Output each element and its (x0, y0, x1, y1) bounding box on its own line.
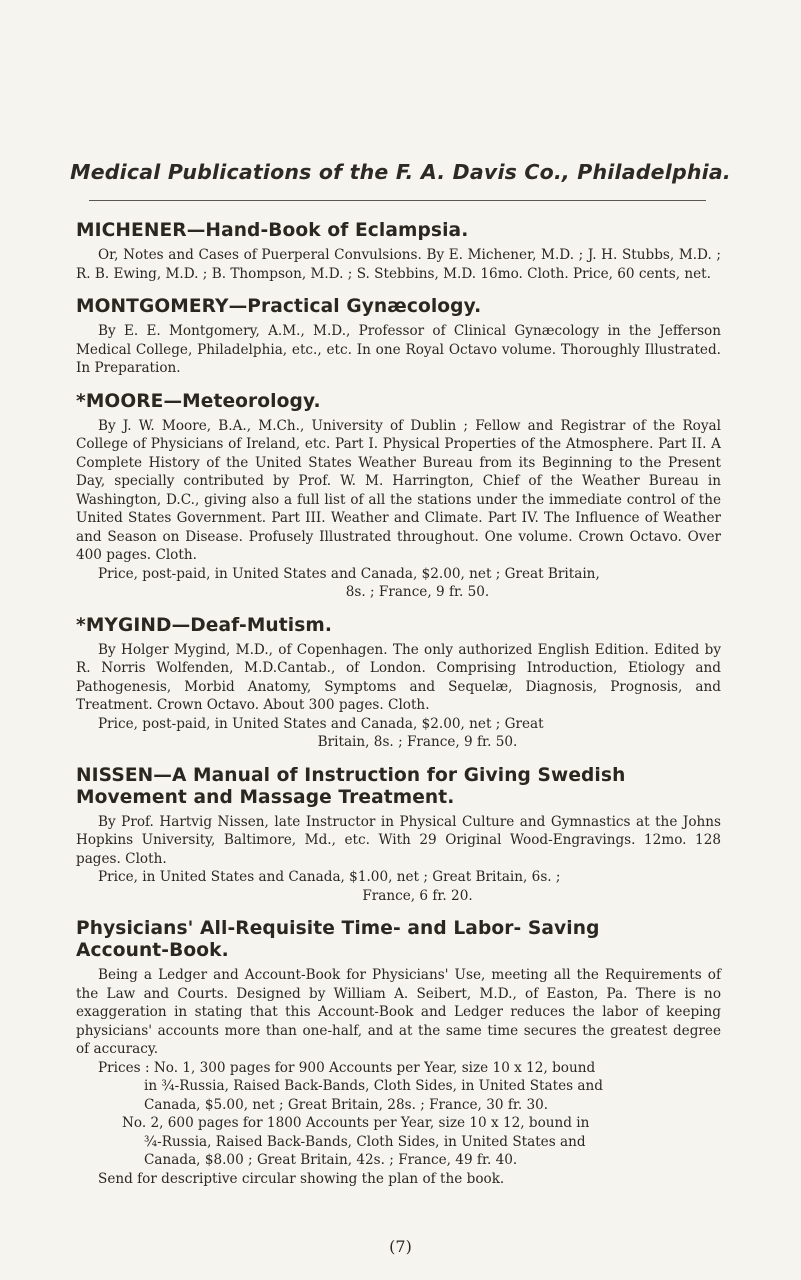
entry-price: Price, post-paid, in United States and Canada, $2.00, net ; Great (98, 715, 544, 732)
prices-no1: Prices : No. 1, 300 pages for 900 Accounts per Year, size 10 x 12, bound (98, 1059, 596, 1076)
entry-description: By Prof. Hartvig Nissen, late Instructor in Physical Culture and Gymnastics at the Johns Hopkins University, Baltimore, Md., etc. With 29 Original Wood-Engravings. 12mo. 128 pages. Cloth. (76, 813, 721, 867)
entry-heading-continued: Movement and Massage Treatment. (76, 786, 455, 808)
entry-price: Price, post-paid, in United States and Canada, $2.00, net ; Great Britain, (98, 565, 600, 582)
prices-no2-continued: ¾-Russia, Raised Back-Bands, Cloth Sides, in United States and (144, 1133, 586, 1150)
running-head: Medical Publications of the F. A. Davis Co., Philadelphia. (70, 160, 731, 184)
prices-no1-continued: in ¾-Russia, Raised Back-Bands, Cloth Sides, in United States and (144, 1078, 603, 1094)
entry-price-continued: France, 6 fr. 20. (362, 887, 473, 904)
entry-moore (76, 391, 721, 602)
entry-heading-continued: Account-Book. (76, 940, 229, 961)
entry-heading: MONTGOMERY—Practical Gynæcology. (76, 296, 482, 317)
entry-physicians-account-book (76, 918, 721, 1188)
header-rule (89, 200, 706, 201)
prices-no2-continued: Canada, $8.00 ; Great Britain, 42s. ; France, 49 fr. 40. (144, 1152, 518, 1168)
entry-montgomery (76, 296, 721, 378)
catalogue-content (76, 220, 721, 1201)
entry-description: By J. W. Moore, B.A., M.Ch., University of Dublin ; Fellow and Registrar of the Royal College of Physicians of Ireland, etc. Part I. Physical Properties of the Atmosphere. Part II. A Complete History of the United States Weather Bureau from its Beginning to the Present Day, specially contributed by Prof. W. M. Harrington, Chief of the Weather Bureau in Washington, D.C., giving also a full list of all the stations under the immediate control of the United States Government. Part III. Weather and Climate. Part IV. The Influence of Weather and Season on Disease. Profusely Illustrated throughout. One volume. Crown Octavo. Over 400 pages. Cloth. (76, 417, 721, 563)
entry-price-continued: Britain, 8s. ; France, 9 fr. 50. (317, 734, 518, 750)
entry-description: By E. E. Montgomery, A.M., M.D., Professor of Clinical Gynæcology in the Jefferson Medical College, Philadelphia, etc., etc. In one Royal Octavo volume. Thoroughly Illustrated. In Preparation. (76, 323, 721, 376)
entry-michener (76, 220, 721, 283)
entry-heading: *MOORE—Meteorology. (76, 390, 321, 412)
entry-price-continued: 8s. ; France, 9 fr. 50. (345, 584, 490, 600)
send-for-circular: Send for descriptive circular showing the plan of the book. (98, 1170, 505, 1187)
entry-nissen (76, 765, 721, 906)
entry-heading: NISSEN—A Manual of Instruction for Giving Swedish (76, 764, 626, 786)
entry-description: By Holger Mygind, M.D., of Copenhagen. The only authorized English Edition. Edited by R. Norris Wolfenden, M.D.Cantab., of London. Comprising Introduction, Etiology and Pathogenesis, Morbid Anatomy, Symptoms and Sequelæ, Diagnosis, Prognosis, and Treatment. Crown Octavo. About 300 pages. Cloth. (76, 641, 721, 713)
entry-description: Or, Notes and Cases of Puerperal Convulsions. By E. Michener, M.D. ; J. H. Stubbs, M.D. ; R. B. Ewing, M.D. ; B. Thompson, M.D. ; S. Stebbins, M.D. 16mo. Cloth. Price, 60 cents, net. (76, 247, 721, 282)
entry-heading: Physicians' All-Requisite Time- and Labor- Saving (76, 918, 600, 939)
prices-no2: No. 2, 600 pages for 1800 Accounts per Year, size 10 x 12, bound in (122, 1115, 590, 1131)
entry-description: Being a Ledger and Account-Book for Physicians' Use, meeting all the Requirements of the Law and Courts. Designed by William A. Seibert, M.D., of Easton, Pa. There is no exaggeration in stating that this Account-Book and Ledger reduces the labor of keeping physicians' accounts more than one-half, and at the same time secures the greatest degree of accuracy. (76, 967, 721, 1057)
prices-no1-continued: Canada, $5.00, net ; Great Britain, 28s. ; France, 30 fr. 30. (144, 1096, 549, 1113)
entry-heading: MICHENER—Hand-Book of Eclampsia. (76, 220, 469, 241)
entry-price: Price, in United States and Canada, $1.00, net ; Great Britain, 6s. ; (98, 869, 561, 885)
page-number: (7) (389, 1237, 412, 1256)
entry-mygind (76, 615, 721, 752)
entry-heading: *MYGIND—Deaf-Mutism. (76, 614, 333, 636)
